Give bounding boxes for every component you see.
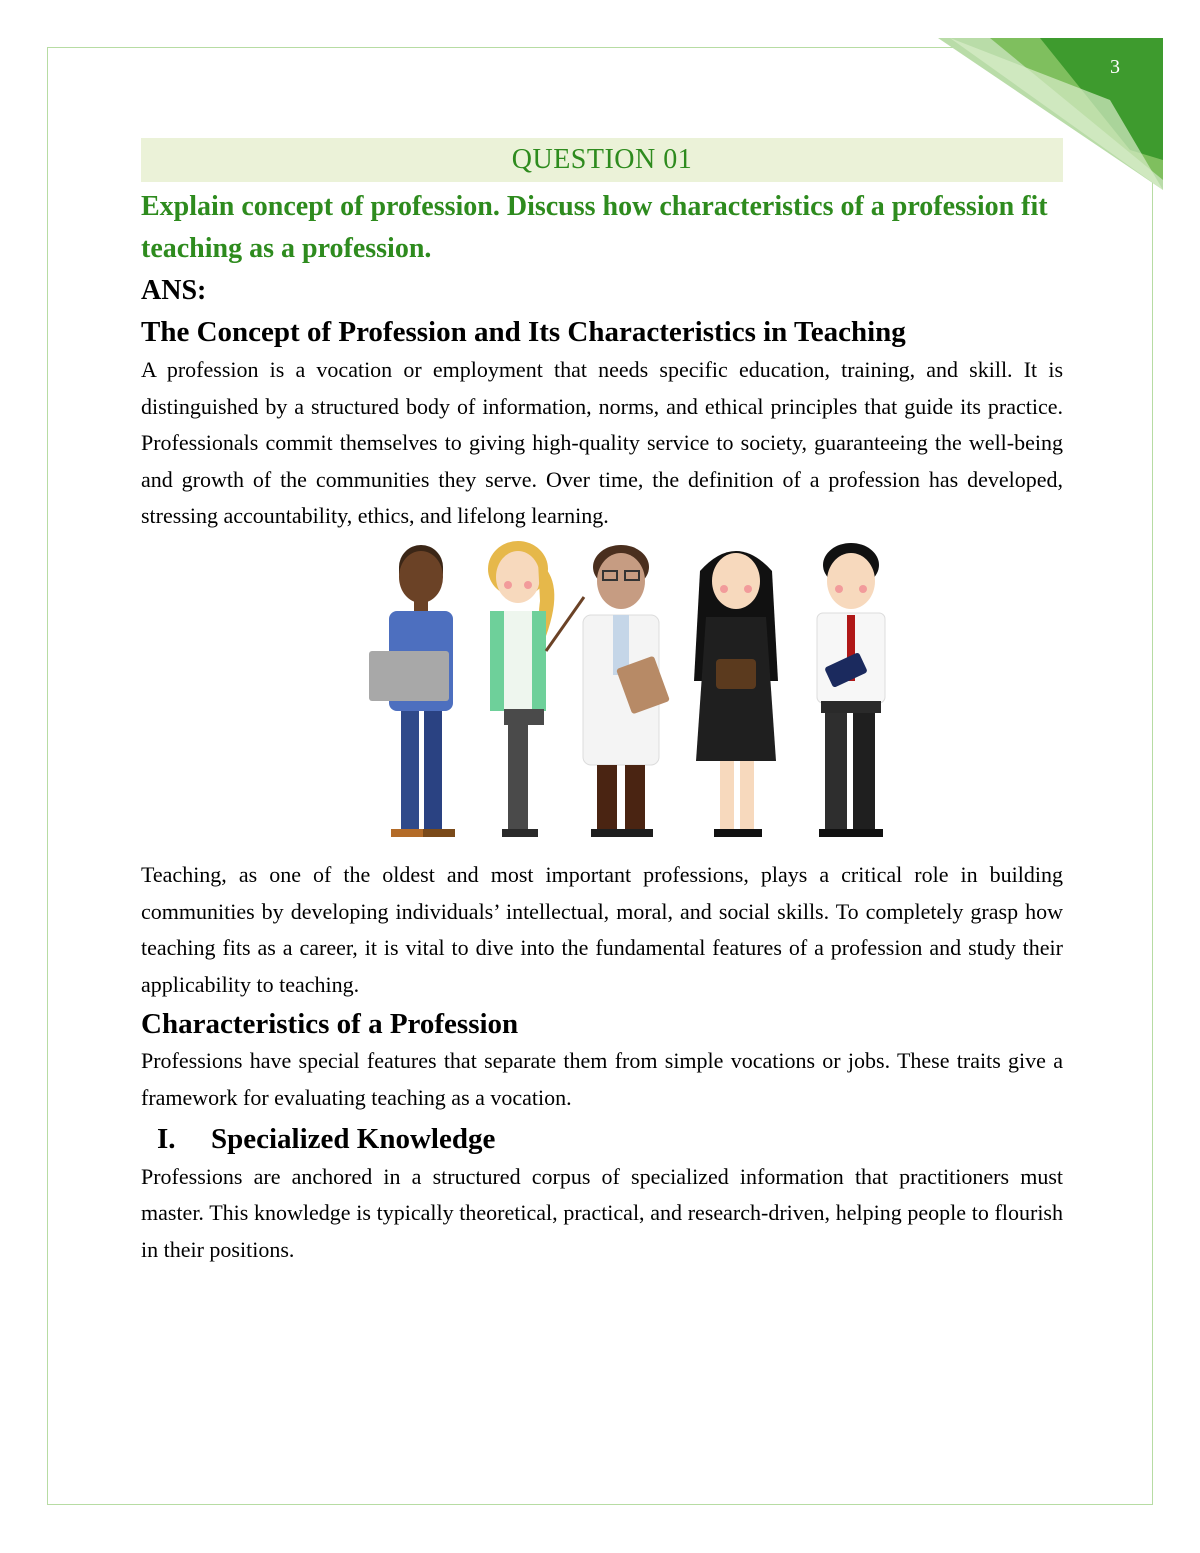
- professions-illustration: [141, 541, 1063, 851]
- paragraph-teaching-role: Teaching, as one of the oldest and most important professions, plays a critical role in building communities by developing individuals’ intellectual, moral, and social skills. To completely grasp how teaching fits as a career, it is vital to dive into the fundamental features of a profession and study their applicability to teaching.: [141, 861, 1063, 997]
- doctor-with-clipboard-icon: [583, 545, 670, 837]
- page-content: [141, 138, 1063, 1268]
- page-number: 3: [1110, 56, 1120, 78]
- list-title: Specialized Knowledge: [211, 1122, 496, 1155]
- worker-with-card-reader-icon: [817, 543, 885, 837]
- paragraph-specialized-knowledge: Professions are anchored in a structured corpus of specialized information that practitioners must master. This knowledge is typically theoretical, practical, and research-driven, helping people to flourish in their positions.: [141, 1163, 1063, 1262]
- professional-with-laptop-icon: [369, 545, 455, 837]
- paragraph-profession-features: Professions have special features that separate them from simple vocations or jobs. These traits give a framework for evaluating teaching as a vocation.: [141, 1048, 1063, 1110]
- list-heading-specialized-knowledge: [141, 1119, 1063, 1159]
- question-text: Explain concept of profession. Discuss how characteristics of a profession fit teaching as a profession.: [141, 191, 1048, 264]
- question-banner: QUESTION 01: [141, 138, 1063, 182]
- main-heading: The Concept of Profession and Its Characteristics in Teaching: [141, 316, 906, 348]
- list-number: I.: [157, 1122, 176, 1155]
- section-heading: Characteristics of a Profession: [141, 1008, 519, 1041]
- ans-label: ANS:: [141, 275, 207, 306]
- paragraph-profession-definition: A profession is a vocation or employment that needs specific education, training, and skill. It is distinguished by a structured body of information, norms, and ethical principles that guide its practice. Professionals commit themselves to giving high-quality service to society, guaranteeing the well-being and growth of the communities they serve. Over time, the definition of a profession has developed, stressing accountability, ethics, and lifelong learning.: [141, 357, 1063, 529]
- businesswoman-with-bag-icon: [694, 551, 778, 837]
- teacher-with-pointer-icon: [488, 541, 584, 837]
